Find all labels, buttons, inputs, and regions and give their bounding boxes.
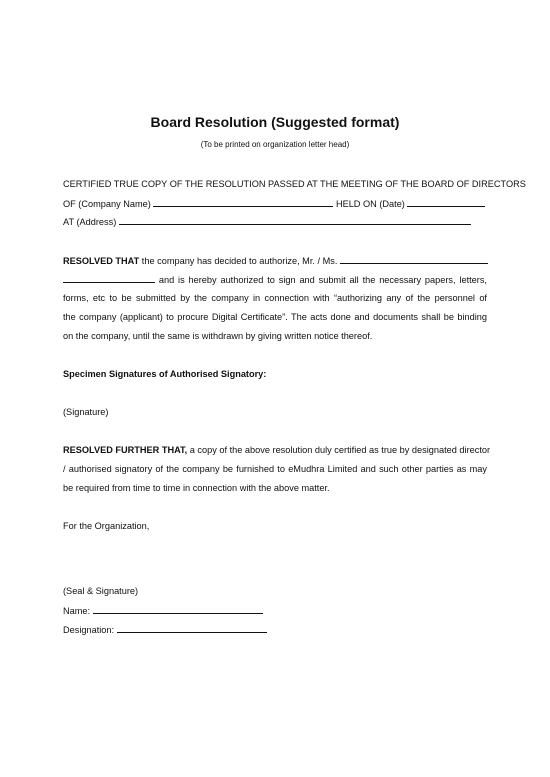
certified-line-2 [63, 197, 485, 210]
name-label: Name: [63, 606, 91, 616]
company-name-blank[interactable] [153, 197, 333, 207]
address-blank[interactable] [119, 215, 471, 225]
resolved-text-1: the company has decided to authorize, Mr. / Ms. [141, 256, 338, 266]
resolved-further-line-2: / authorised signatory of the company be furnished to eMudhra Limited and such other parties as may [63, 464, 487, 474]
resolved-text-2: and is hereby authorized to sign and submit all the necessary papers, letters, [158, 275, 487, 285]
designation-label: Designation: [63, 625, 115, 635]
name-line [63, 604, 263, 617]
authorized-person-blank-2[interactable] [63, 273, 155, 283]
seal-signature-label: (Seal & Signature) [63, 586, 139, 596]
certified-text: CERTIFIED TRUE COPY OF THE RESOLUTION PASSED AT THE MEETING OF THE BOARD OF DIRECTORS [63, 179, 526, 189]
authorized-person-blank[interactable] [340, 254, 488, 264]
address-label: AT (Address) [63, 217, 117, 227]
document-title: Board Resolution (Suggested format) [150, 114, 400, 130]
certified-line-3 [63, 215, 471, 228]
resolved-further-line-1 [63, 444, 491, 456]
name-blank[interactable] [93, 604, 263, 614]
resolved-further-text-1: a copy of the above resolution duly certified as true by designated director [189, 445, 491, 455]
for-organization: For the Organization, [63, 521, 150, 531]
resolved-line-1 [63, 254, 488, 267]
held-on-label: HELD ON (Date) [335, 199, 405, 209]
resolved-further-label: RESOLVED FURTHER THAT, [63, 445, 188, 455]
certified-line-1 [63, 178, 526, 190]
resolved-line-5: on the company, until the same is withdrawn by giving written notice thereof. [63, 331, 373, 341]
designation-line [63, 623, 267, 636]
resolved-line-3: forms, etc to be submitted by the company in connection with “authorizing any of the personnel of [63, 293, 487, 303]
signature-label: (Signature) [63, 407, 109, 417]
date-blank[interactable] [407, 197, 485, 207]
company-name-label: OF (Company Name) [63, 199, 151, 209]
resolved-label: RESOLVED THAT [63, 256, 140, 266]
resolved-line-2 [63, 273, 487, 286]
specimen-heading: Specimen Signatures of Authorised Signatory: [63, 369, 267, 379]
designation-blank[interactable] [117, 623, 267, 633]
resolved-line-4: the company (applicant) to procure Digital Certificate”. The acts done and documents shall be binding [63, 312, 487, 322]
document-subtitle: (To be printed on organization letter head) [200, 140, 350, 149]
resolved-further-line-3: be required from time to time in connection with the above matter. [63, 483, 330, 493]
